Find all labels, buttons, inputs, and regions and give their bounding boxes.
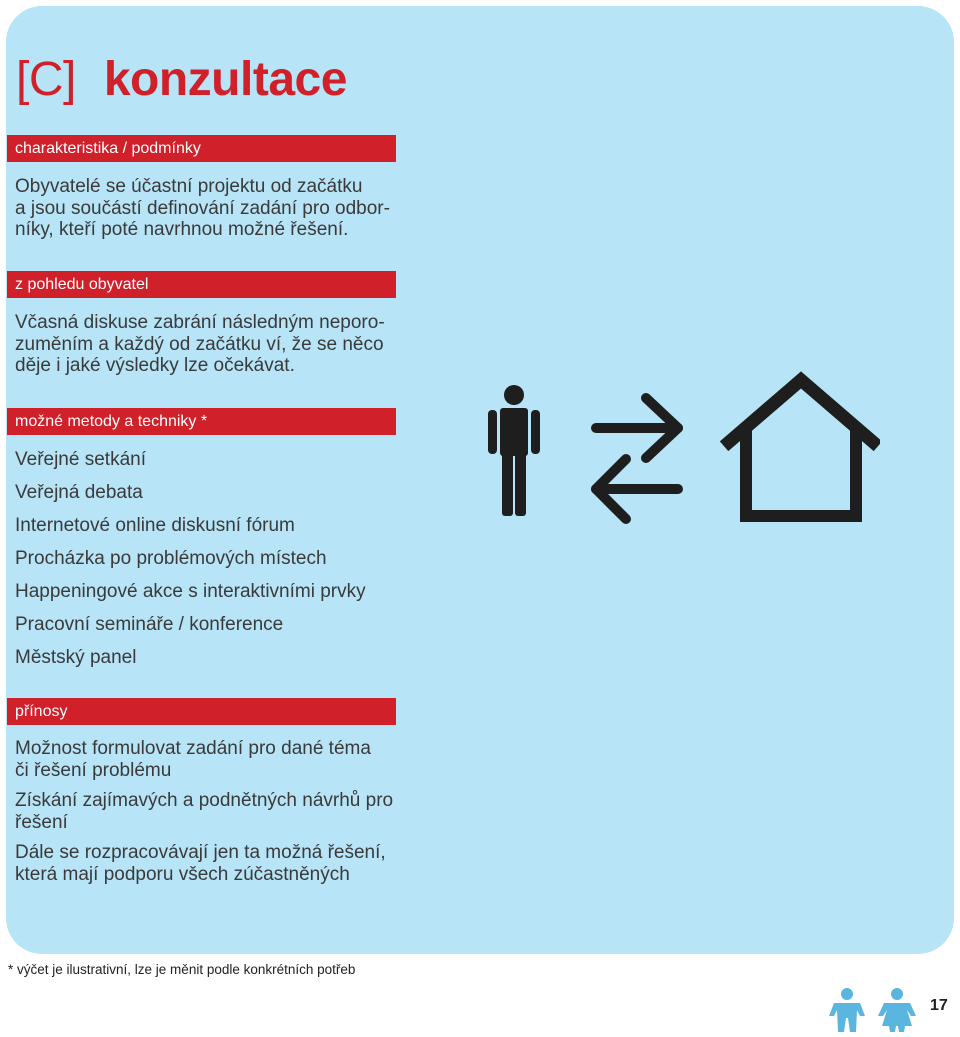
residents-view-line: Včasná diskuse zabrání následným neporo- bbox=[15, 312, 385, 333]
people-icons bbox=[826, 986, 920, 1037]
person-icon bbox=[829, 988, 865, 1032]
list-item: Veřejná debata bbox=[15, 482, 143, 503]
list-item: Veřejné setkání bbox=[15, 449, 146, 470]
characteristics-line: a jsou součástí definování zadání pro odbor- bbox=[15, 197, 390, 219]
benefit-line: či řešení problému bbox=[15, 760, 172, 781]
footnote: * výčet je ilustrativní, lze je měnit podle konkrétních potřeb bbox=[8, 962, 356, 977]
benefit-line: řešení bbox=[15, 812, 68, 833]
list-item: Procházka po problémových místech bbox=[15, 548, 327, 569]
benefit-line: Získání zajímavých a podnětných návrhů pro bbox=[15, 790, 394, 811]
benefit-line: Možnost formulovat zadání pro dané téma bbox=[15, 738, 371, 759]
illustration-svg bbox=[480, 370, 880, 530]
list-item bbox=[15, 790, 393, 834]
list-item: Happeningové akce s interaktivními prvky bbox=[15, 581, 366, 602]
characteristics-heading: charakteristika / podmínky bbox=[7, 135, 396, 162]
list-item: Pracovní semináře / konference bbox=[15, 614, 284, 635]
residents-view-text bbox=[15, 312, 385, 377]
benefit-line: Dále se rozpracovávají jen ta možná řešení, bbox=[15, 842, 386, 863]
list-item bbox=[15, 842, 393, 886]
methods-heading: možné metody a techniky * bbox=[7, 408, 396, 435]
list-item bbox=[15, 738, 393, 782]
list-item: Městský panel bbox=[15, 647, 137, 668]
benefits-list bbox=[15, 738, 393, 894]
house-icon bbox=[729, 380, 873, 516]
residents-view-line: děje i jaké výsledky lze očekávat. bbox=[15, 355, 295, 376]
characteristics-text bbox=[15, 176, 390, 241]
residents-view-line: zuměním a každý od začátku ví, že se něco bbox=[15, 333, 384, 355]
page-title bbox=[16, 52, 347, 107]
methods-list bbox=[15, 447, 366, 678]
list-item: Internetové online diskusní fórum bbox=[15, 515, 295, 536]
consultation-illustration bbox=[480, 370, 880, 535]
residents-view-heading: z pohledu obyvatel bbox=[7, 271, 396, 298]
benefit-line: která mají podporu všech zúčastněných bbox=[15, 864, 350, 885]
person-icon bbox=[488, 385, 540, 516]
section-title: konzultace bbox=[103, 53, 347, 106]
person-icon bbox=[878, 988, 916, 1032]
characteristics-line: níky, kteří poté navrhnou možné řešení. bbox=[15, 219, 349, 240]
exchange-arrows-icon bbox=[596, 398, 678, 519]
page-number: 17 bbox=[930, 997, 948, 1014]
characteristics-line: Obyvatelé se účastní projektu od začátku bbox=[15, 176, 363, 197]
people-svg bbox=[826, 986, 920, 1032]
benefits-heading: přínosy bbox=[7, 698, 396, 725]
section-code: [C] bbox=[16, 53, 76, 106]
